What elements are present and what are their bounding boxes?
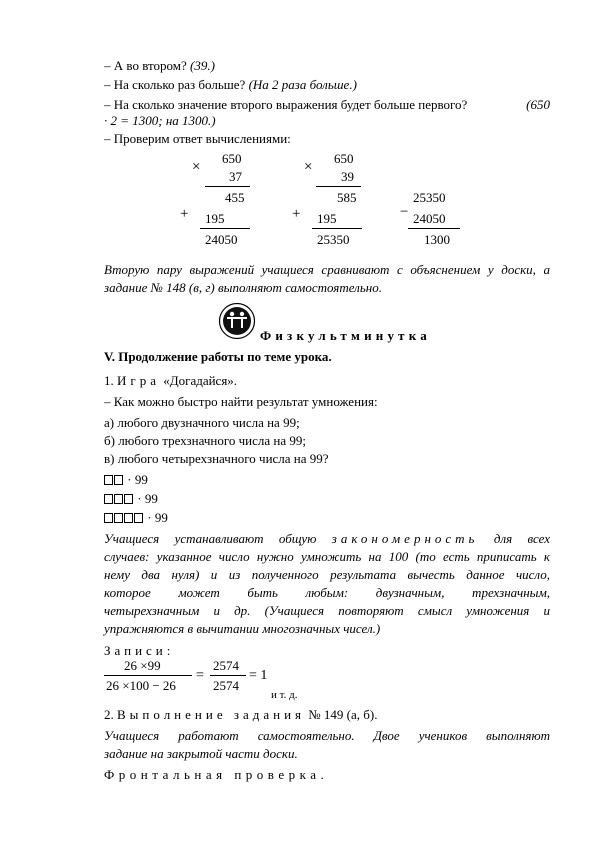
records-label: Записи: [104,643,175,658]
dialogue-text: – На сколько раз больше? [104,77,249,92]
expression-text: · 99 [124,472,148,487]
dialogue-line-1 [104,58,550,74]
fraction-bar [104,675,192,676]
pattern-paragraph-line-2: случаев: указанное число нужно умножить на 100 (то есть приписать к [104,549,550,564]
minuend: 25350 [413,190,446,205]
fraction-numerator: 26 ×99 [124,658,161,673]
dialogue-line-3 [104,97,550,113]
dialogue-text: – На сколько значение второго выражения будет больше первого? [104,97,468,112]
game-word: Игра [117,373,160,388]
task-heading [104,707,550,723]
divider-line [312,228,362,229]
fraction-bar [210,675,246,676]
para-text: Учащиеся устанавливают общую [104,531,332,546]
pattern-paragraph-line-3: нему два нуля) и из полученного результата вычесть данное число, [104,567,550,582]
dialogue-line-2 [104,77,550,93]
note-paragraph-1: Вторую пару выражений учащиеся сравнивают с объяснением у доски, а [104,262,550,277]
operand-b: 39 [341,169,354,184]
divider-line [408,228,460,229]
fizkultminutka-heading: Физкультминутка [260,328,431,343]
exercise-icon [218,302,256,340]
result: 25350 [317,232,350,247]
game-heading [104,373,550,389]
divider-line [200,228,250,229]
partial-product-1: 455 [225,190,245,205]
game-title: «Догадайся». [160,373,238,388]
expression-4-digit [104,510,550,526]
pattern-paragraph-line-5: четырехзначным и др. (Учащиеся повторяют смысл умножения и [104,603,550,618]
note-paragraph-2: Учащиеся работают самостоятельно. Двое учеников выполняют [104,728,550,743]
multiply-sign: × [304,159,313,175]
para-text: для всех [478,531,550,546]
multiply-sign: × [192,159,201,175]
para-emphasis: закономерность [331,531,479,546]
fraction-denominator: 2574 [213,678,239,693]
partial-product-1: 585 [337,190,357,205]
pattern-paragraph-line-1 [104,531,550,547]
list-item: в) любого четырехзначного числа на 99? [104,451,329,466]
partial-product-2: 195 [317,211,337,226]
section-heading: V. Продолжение работы по теме урока. [104,349,332,364]
list-item: б) любого трехзначного числа на 99; [104,433,306,448]
divider-line [316,186,361,187]
game-number: 1. [104,373,117,388]
equals-one: = 1 [249,668,268,683]
dialogue-text: – А во втором? [104,58,191,73]
result: 24050 [205,232,238,247]
task-ref: № 149 (а, б). [305,707,378,722]
partial-product-2: 195 [205,211,225,226]
dialogue-answer: (650 [526,97,550,112]
operand-b: 37 [229,169,242,184]
frontal-check: Фронтальная проверка. [104,767,329,782]
dialogue-answer-cont: · 2 = 1300; на 1300.) [104,113,216,128]
dialogue-answer: (На 2 раза больше.) [248,77,357,92]
dialogue-answer: (39.) [190,58,215,73]
minus-sign: − [400,204,409,220]
operand-a: 650 [334,151,354,166]
operand-a: 650 [222,151,242,166]
expression-text: · 99 [144,510,168,525]
equals-sign: = [196,668,204,683]
dialogue-line-5: – Проверим ответ вычислениями: [104,131,291,146]
expression-2-digit [104,472,550,488]
fraction-numerator: 2574 [213,658,239,673]
pattern-paragraph-line-4: которое может быть любым: двузначным, трехзначным, [104,585,550,600]
expression-3-digit [104,491,550,507]
pattern-paragraph-line-6: упражняются в вычитании многозначных чисел.) [104,621,381,636]
difference: 1300 [424,232,450,247]
plus-sign: + [292,206,301,222]
note-paragraph-2-cont: задание на закрытой части доски. [104,746,298,761]
list-item: а) любого двузначного числа на 99; [104,415,300,430]
fraction-denominator: 26 ×100 − 26 [106,678,176,693]
divider-line [205,186,250,187]
note-paragraph-1-cont: задание № 148 (в, г) выполняют самостоятельно. [104,280,382,295]
task-word: Выполнение задания [117,707,306,722]
etc-text: и т. д. [271,689,298,701]
subtrahend: 24050 [413,211,446,226]
plus-sign: + [180,206,189,222]
task-number: 2. [104,707,117,722]
expression-text: · 99 [134,491,158,506]
question-text: – Как можно быстро найти результат умножения: [104,394,378,409]
